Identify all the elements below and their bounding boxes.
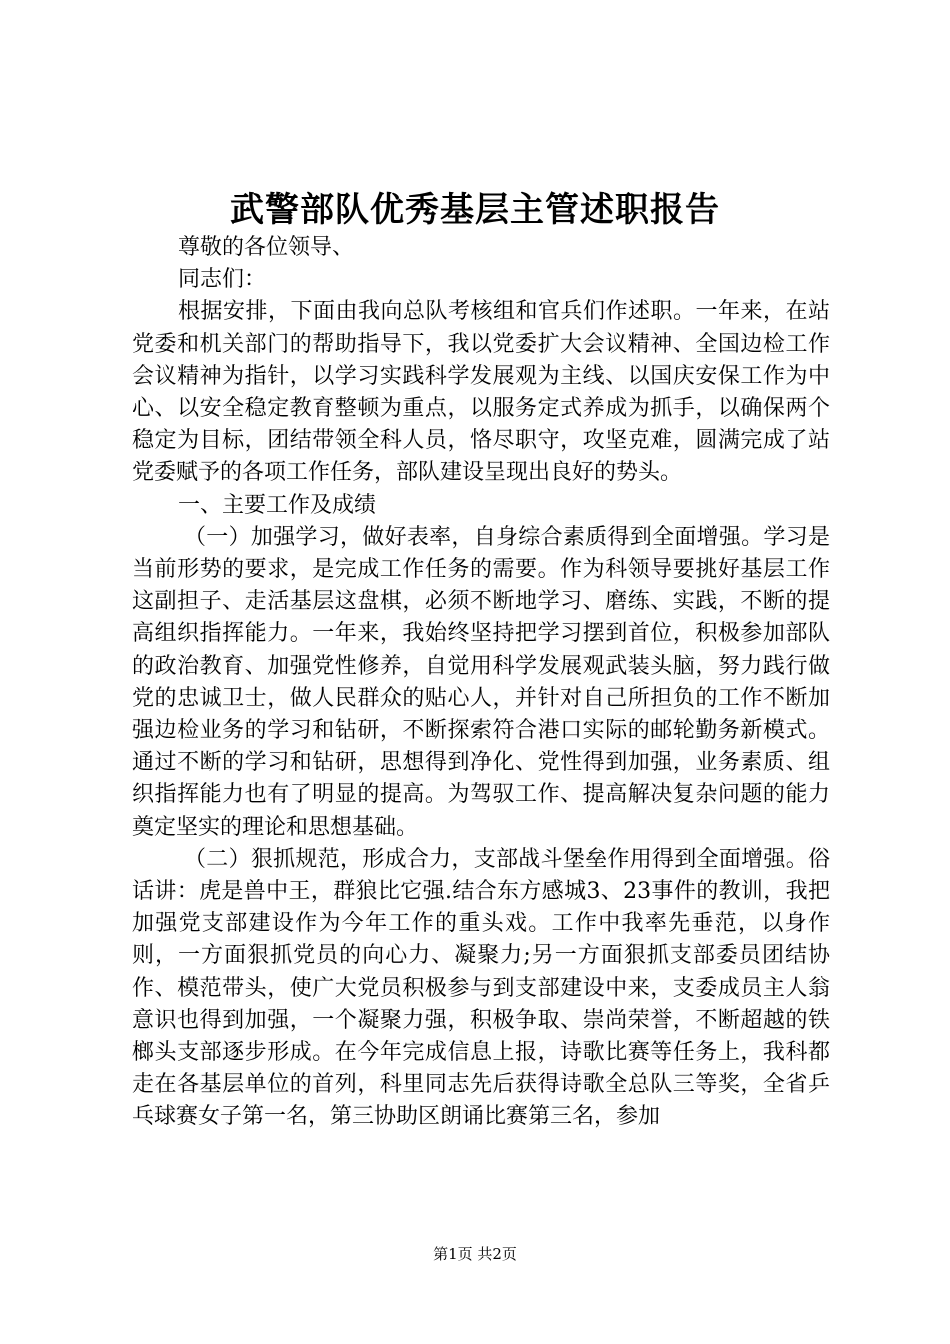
paragraph-intro: 根据安排，下面由我向总队考核组和官兵们作述职。一年来，在站党委和机关部门的帮助指导下，我以党委扩大会议精神、全国边检工作会议精神为指针，以学习实践科学发展观为主线、以国庆安保工作为中心、以安全稳定教育整顿为重点，以服务定式养成为抓手，以确保两个稳定为目标，团结带领全科人员，恪尽职守，攻坚克难，圆满完成了站党委赋予的各项工作任务，部队建设呈现出良好的势头。 <box>132 299 830 486</box>
document-title: 武警部队优秀基层主管述职报告 <box>230 190 720 230</box>
section-heading: 一、主要工作及成绩 <box>178 492 377 518</box>
paragraph-study: （一）加强学习，做好表率，自身综合素质得到全面增强。学习是当前形势的要求，是完成工作任务的需要。作为科领导要挑好基层工作这副担子、走活基层这盘棋，必须不断地学习、磨练、实践，不断的提高组织指挥能力。一年来，我始终坚持把学习摆到首位，积极参加部队的政治教育、加强党性修养，自觉用科学发展观武装头脑，努力践行做党的忠诚卫士，做人民群众的贴心人，并针对自己所担负的工作不断加强边检业务的学习和钻研，不断探索符合港口实际的邮轮勤务新模式。通过不断的学习和钻研，思想得到净化、党性得到加强，业务素质、组织指挥能力也有了明显的提高。为驾驭工作、提高解决复杂问题的能力奠定坚实的理论和思想基础。 <box>132 524 830 840</box>
salutation-line-1: 尊敬的各位领导、 <box>178 235 355 260</box>
page-number-footer: 第1页 共2页 <box>433 1245 517 1263</box>
document-body <box>132 232 830 1134</box>
paragraph-branch: （二）狠抓规范，形成合力，支部战斗堡垒作用得到全面增强。俗话讲：虎是兽中王，群狼比它强.结合东方感城3、23事件的教训，我把加强党支部建设作为今年工作的重头戏。工作中我率先垂范，以身作则，一方面狠抓党员的向心力、凝聚力;另一方面狠抓支部委员团结协作、模范带头，使广大党员积极参与到支部建设中来，支委成员主人翁意识也得到加强，一个凝聚力强，积极争取、崇尚荣誉，不断超越的铁榔头支部逐步形成。在今年完成信息上报，诗歌比赛等任务上，我科都走在各基层单位的首列，科里同志先后获得诗歌全总队三等奖，全省乒乓球赛女子第一名，第三协助区朗诵比赛第三名，参加 <box>132 846 830 1130</box>
salutation-line-2: 同志们： <box>178 267 267 293</box>
